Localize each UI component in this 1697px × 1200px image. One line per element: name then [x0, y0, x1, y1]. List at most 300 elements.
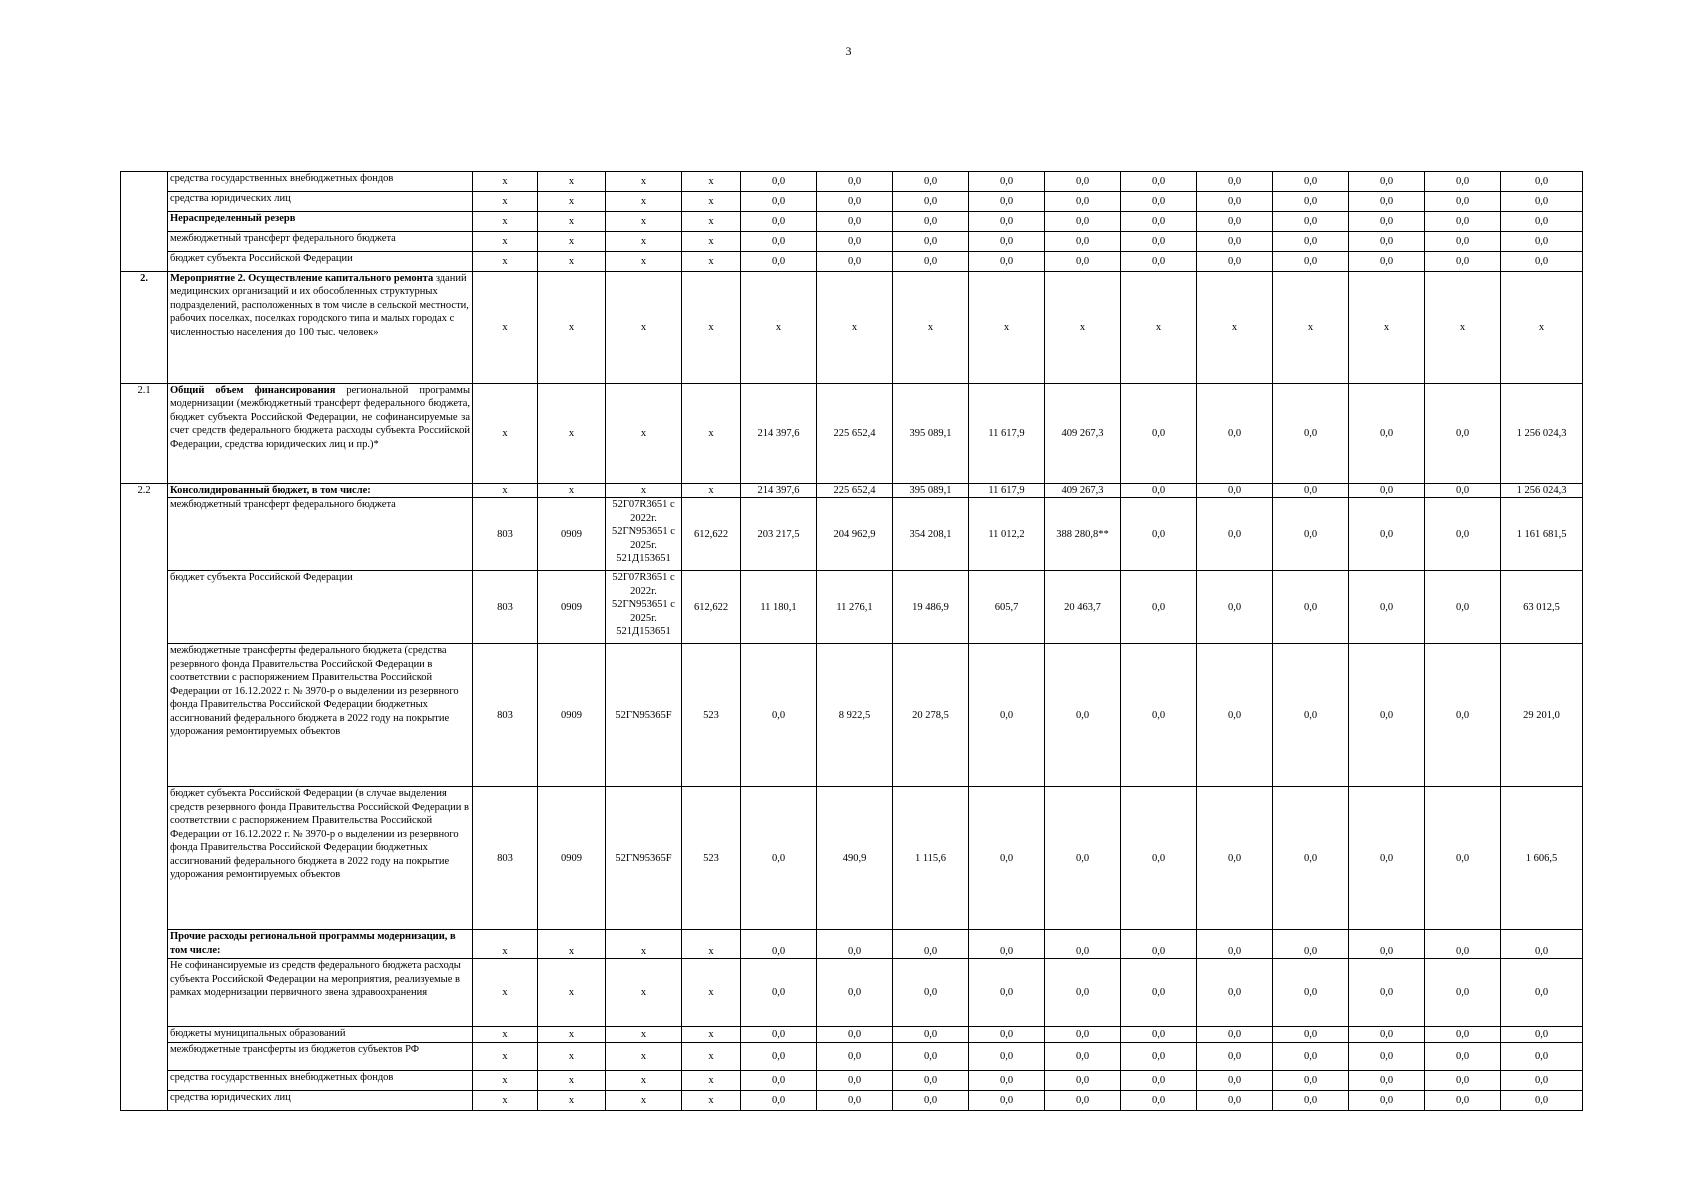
year-value-cell: 0,0 [1349, 384, 1425, 484]
year-value-cell: 0,0 [1045, 232, 1121, 252]
row-number-cell: 2.2 [121, 484, 168, 1111]
row-name-text: межбюджетные трансферты федерального бюджета (средства резервного фонда Правительства Российской Федерации в соответствии с распоряжением Правительства Российской Федерации от 16.12.2022 г. № 3970-р о выделении из резервного фонда Правительства Российской Федерации бюджетных ассигнований федерального бюджета в 2022 году на покрытие удорожания ремонтируемых объектов [170, 645, 459, 738]
budget-code-cell: х [473, 1091, 538, 1111]
total-value-cell: 0,0 [1501, 232, 1583, 252]
year-value-cell: 0,0 [741, 1043, 817, 1071]
budget-code-cell: х [606, 272, 682, 384]
year-value-cell: 204 962,9 [817, 498, 893, 571]
year-value-cell: 0,0 [1121, 787, 1197, 930]
year-value-cell: 605,7 [969, 571, 1045, 644]
year-value-cell: 0,0 [1425, 172, 1501, 192]
year-value-cell: 0,0 [741, 930, 817, 959]
budget-code-cell: х [473, 959, 538, 1027]
year-value-cell: 0,0 [1121, 644, 1197, 787]
budget-code-cell: х [682, 1043, 741, 1071]
budget-code-cell: х [606, 232, 682, 252]
year-value-cell: 0,0 [893, 1071, 969, 1091]
row-name-text: межбюджетный трансферт федерального бюджета [170, 499, 396, 511]
year-value-cell: х [969, 272, 1045, 384]
budget-code-cell: х [538, 212, 606, 232]
year-value-cell: 0,0 [1197, 1027, 1273, 1043]
year-value-cell: 0,0 [741, 1071, 817, 1091]
row-name-cell [168, 232, 473, 252]
year-value-cell: 225 652,4 [817, 484, 893, 498]
year-value-cell: 0,0 [1349, 1043, 1425, 1071]
row-name-cell [168, 787, 473, 930]
year-value-cell: 0,0 [1349, 212, 1425, 232]
year-value-cell: 0,0 [1121, 1091, 1197, 1111]
table-row [121, 1071, 1583, 1091]
row-name-cell [168, 571, 473, 644]
year-value-cell: 0,0 [1121, 252, 1197, 272]
row-name-text: Нераспределенный резерв [170, 213, 296, 224]
budget-code-cell: х [606, 1091, 682, 1111]
budget-code-cell: 612,622 [682, 571, 741, 644]
year-value-cell: 0,0 [1121, 498, 1197, 571]
year-value-cell: 0,0 [1273, 498, 1349, 571]
budget-code-cell: х [682, 1027, 741, 1043]
year-value-cell: 0,0 [1121, 212, 1197, 232]
budget-code-cell: 803 [473, 571, 538, 644]
budget-code-cell: х [473, 930, 538, 959]
year-value-cell: 0,0 [817, 252, 893, 272]
year-value-cell: 388 280,8** [1045, 498, 1121, 571]
budget-code-cell: х [473, 484, 538, 498]
total-value-cell: 0,0 [1501, 1071, 1583, 1091]
year-value-cell: 0,0 [1273, 172, 1349, 192]
budget-code-cell: х [682, 212, 741, 232]
year-value-cell: 0,0 [741, 1091, 817, 1111]
year-value-cell: 0,0 [1045, 644, 1121, 787]
year-value-cell: 0,0 [1197, 644, 1273, 787]
year-value-cell: 0,0 [893, 1091, 969, 1111]
budget-code-cell: 523 [682, 787, 741, 930]
budget-code-cell: х [538, 930, 606, 959]
year-value-cell: 0,0 [1197, 252, 1273, 272]
year-value-cell: 0,0 [741, 192, 817, 212]
page-number: 3 [845, 44, 852, 58]
year-value-cell: 0,0 [1197, 192, 1273, 212]
budget-code-cell: х [606, 930, 682, 959]
year-value-cell: 0,0 [1273, 192, 1349, 212]
year-value-cell: 19 486,9 [893, 571, 969, 644]
year-value-cell: 0,0 [1045, 1027, 1121, 1043]
year-value-cell: 0,0 [741, 644, 817, 787]
year-value-cell: 0,0 [893, 930, 969, 959]
total-value-cell: 1 256 024,3 [1501, 484, 1583, 498]
year-value-cell: 0,0 [1425, 498, 1501, 571]
total-value-cell: 0,0 [1501, 192, 1583, 212]
year-value-cell: 0,0 [893, 1027, 969, 1043]
year-value-cell: 0,0 [1273, 959, 1349, 1027]
budget-code-cell: х [606, 192, 682, 212]
year-value-cell: 0,0 [893, 252, 969, 272]
budget-code-cell: 612,622 [682, 498, 741, 571]
table-row [121, 644, 1583, 787]
year-value-cell: 0,0 [1273, 787, 1349, 930]
year-value-cell: 0,0 [1121, 571, 1197, 644]
budget-code-cell: х [606, 484, 682, 498]
year-value-cell: 0,0 [1425, 1043, 1501, 1071]
total-value-cell: 0,0 [1501, 1043, 1583, 1071]
year-value-cell: 0,0 [1349, 644, 1425, 787]
year-value-cell: 0,0 [817, 930, 893, 959]
table-row [121, 930, 1583, 959]
budget-code-cell: х [538, 252, 606, 272]
year-value-cell: 11 012,2 [969, 498, 1045, 571]
year-value-cell: 0,0 [1045, 930, 1121, 959]
year-value-cell: 0,0 [1425, 1027, 1501, 1043]
row-name-cell [168, 212, 473, 232]
year-value-cell: 0,0 [1045, 212, 1121, 232]
budget-code-cell: х [606, 1027, 682, 1043]
total-value-cell: 0,0 [1501, 1091, 1583, 1111]
year-value-cell: 0,0 [1197, 787, 1273, 930]
year-value-cell: 0,0 [969, 959, 1045, 1027]
year-value-cell: 0,0 [1425, 232, 1501, 252]
year-value-cell: 0,0 [969, 1043, 1045, 1071]
row-name-text: бюджет субъекта Российской Федерации (в случае выделения средств резервного фонда Правительства Российской Федерации в соответствии с распоряжением Правительства Российской Федерации от 16.12.2022 г. № 3970-р о выделении из резервного фонда Правительства Российской Федерации бюджетных ассигнований федерального бюджета в 2022 году на покрытие удорожания ремонтируемых объектов [170, 788, 469, 881]
year-value-cell: 0,0 [1197, 571, 1273, 644]
year-value-cell: 0,0 [1197, 172, 1273, 192]
year-value-cell: 0,0 [741, 232, 817, 252]
row-name-text: Консолидированный бюджет, в том числе: [170, 485, 371, 496]
financing-table [120, 171, 1583, 1111]
year-value-cell: 0,0 [741, 172, 817, 192]
year-value-cell: 0,0 [1045, 1091, 1121, 1111]
year-value-cell: 0,0 [1425, 252, 1501, 272]
total-value-cell: 0,0 [1501, 930, 1583, 959]
year-value-cell: 0,0 [1197, 498, 1273, 571]
year-value-cell: 0,0 [1425, 212, 1501, 232]
year-value-cell: 354 208,1 [893, 498, 969, 571]
row-name-cell [168, 1043, 473, 1071]
row-name-cell [168, 384, 473, 484]
year-value-cell: 0,0 [1273, 571, 1349, 644]
year-value-cell: х [1121, 272, 1197, 384]
table-row [121, 787, 1583, 930]
year-value-cell: 0,0 [1121, 484, 1197, 498]
year-value-cell: 0,0 [1045, 252, 1121, 272]
year-value-cell: 0,0 [741, 1027, 817, 1043]
year-value-cell: 0,0 [1045, 787, 1121, 930]
budget-code-cell: х [473, 384, 538, 484]
year-value-cell: 8 922,5 [817, 644, 893, 787]
row-name-text: региональной программы модернизации (межбюджетный трансферт федерального бюджета, бюджет субъекта Российской Федерации, не софинансируемые за счет средств федерального бюджета расходы субъекта Российской Федерации, средства юридических лиц и пр.)* [170, 385, 470, 450]
row-name-text: средства государственных внебюджетных фондов [170, 1072, 394, 1084]
budget-code-cell: х [538, 1027, 606, 1043]
year-value-cell: 20 463,7 [1045, 571, 1121, 644]
year-value-cell: 0,0 [1425, 959, 1501, 1027]
year-value-cell: 0,0 [1273, 252, 1349, 272]
year-value-cell: 0,0 [1349, 787, 1425, 930]
year-value-cell: 0,0 [1197, 959, 1273, 1027]
year-value-cell: 0,0 [969, 644, 1045, 787]
total-value-cell: 0,0 [1501, 959, 1583, 1027]
row-name-text: бюджеты муниципальных образований [170, 1028, 346, 1040]
year-value-cell: х [1273, 272, 1349, 384]
table-row [121, 959, 1583, 1027]
year-value-cell: 0,0 [1425, 1091, 1501, 1111]
budget-code-cell: х [538, 1043, 606, 1071]
year-value-cell: 0,0 [1197, 384, 1273, 484]
budget-code-cell: х [682, 484, 741, 498]
budget-code-cell: 0909 [538, 787, 606, 930]
year-value-cell: 0,0 [817, 959, 893, 1027]
row-name-text: зданий медицинских организаций и их обособленных структурных подразделений, расположенных в том числе в сельской местности, рабочих поселках, поселках городского типа и малых городах с численностью населения до 100 тыс. человек» [170, 273, 469, 338]
budget-code-cell: х [473, 272, 538, 384]
year-value-cell: 0,0 [1273, 1043, 1349, 1071]
year-value-cell: 0,0 [1273, 930, 1349, 959]
row-name-text: средства государственных внебюджетных фондов [170, 173, 394, 184]
budget-code-cell: х [538, 1091, 606, 1111]
budget-code-cell: х [606, 384, 682, 484]
year-value-cell: 0,0 [817, 192, 893, 212]
budget-code-cell: х [473, 172, 538, 192]
budget-code-cell: 803 [473, 498, 538, 571]
row-name-cell [168, 252, 473, 272]
year-value-cell: 0,0 [1273, 384, 1349, 484]
budget-code-cell: х [538, 484, 606, 498]
year-value-cell: 0,0 [817, 1043, 893, 1071]
year-value-cell: 0,0 [1121, 959, 1197, 1027]
year-value-cell: 409 267,3 [1045, 484, 1121, 498]
year-value-cell: 0,0 [1121, 232, 1197, 252]
year-value-cell: 0,0 [1273, 1091, 1349, 1111]
year-value-cell: 0,0 [817, 1091, 893, 1111]
year-value-cell: 0,0 [1349, 1091, 1425, 1111]
year-value-cell: 11 617,9 [969, 484, 1045, 498]
row-name-text: бюджет субъекта Российской Федерации [170, 253, 353, 264]
row-name-cell [168, 1027, 473, 1043]
budget-code-cell: х [473, 1043, 538, 1071]
table-row [121, 212, 1583, 232]
budget-code-cell: х [538, 192, 606, 212]
year-value-cell: 0,0 [1197, 484, 1273, 498]
year-value-cell: 490,9 [817, 787, 893, 930]
year-value-cell: 0,0 [1273, 1071, 1349, 1091]
year-value-cell: х [817, 272, 893, 384]
budget-code-cell: х [682, 384, 741, 484]
year-value-cell: 0,0 [1045, 1043, 1121, 1071]
total-value-cell: 0,0 [1501, 212, 1583, 232]
table-row [121, 172, 1583, 192]
table-row [121, 384, 1583, 484]
budget-code-cell: х [606, 1071, 682, 1091]
year-value-cell: 0,0 [1045, 192, 1121, 212]
year-value-cell: 0,0 [1349, 1071, 1425, 1091]
table-row [121, 1027, 1583, 1043]
year-value-cell: 0,0 [1349, 959, 1425, 1027]
year-value-cell: 0,0 [1121, 384, 1197, 484]
budget-code-cell: х [473, 192, 538, 212]
year-value-cell: 0,0 [893, 192, 969, 212]
year-value-cell: х [1349, 272, 1425, 384]
year-value-cell: 0,0 [1197, 930, 1273, 959]
year-value-cell: 1 115,6 [893, 787, 969, 930]
year-value-cell: 0,0 [1425, 192, 1501, 212]
budget-code-cell: х [682, 1071, 741, 1091]
year-value-cell: 0,0 [817, 212, 893, 232]
table-row [121, 232, 1583, 252]
year-value-cell: 0,0 [969, 232, 1045, 252]
budget-code-cell: 523 [682, 644, 741, 787]
year-value-cell: 20 278,5 [893, 644, 969, 787]
year-value-cell: 0,0 [893, 959, 969, 1027]
year-value-cell: 0,0 [1425, 384, 1501, 484]
year-value-cell: 0,0 [1349, 1027, 1425, 1043]
year-value-cell: 0,0 [1273, 1027, 1349, 1043]
year-value-cell: 214 397,6 [741, 484, 817, 498]
row-name-cell [168, 644, 473, 787]
year-value-cell: х [1425, 272, 1501, 384]
year-value-cell: 0,0 [1425, 930, 1501, 959]
year-value-cell: 0,0 [969, 172, 1045, 192]
budget-code-cell: х [606, 252, 682, 272]
row-number-cell: 2. [121, 272, 168, 384]
total-value-cell: х [1501, 272, 1583, 384]
budget-code-cell: х [606, 172, 682, 192]
budget-code-cell: х [682, 192, 741, 212]
year-value-cell: 0,0 [1197, 212, 1273, 232]
row-number-cell [121, 172, 168, 272]
total-value-cell: 1 161 681,5 [1501, 498, 1583, 571]
year-value-cell: х [1197, 272, 1273, 384]
budget-code-cell: х [538, 959, 606, 1027]
year-value-cell: 0,0 [969, 252, 1045, 272]
year-value-cell: 0,0 [1121, 1043, 1197, 1071]
year-value-cell: 0,0 [969, 787, 1045, 930]
table-row [121, 484, 1583, 498]
budget-code-cell: х [473, 1027, 538, 1043]
year-value-cell: 0,0 [1349, 252, 1425, 272]
year-value-cell: 0,0 [1121, 172, 1197, 192]
budget-code-cell: 52Г07R3651 с 2022г. 52ГN953651 с 2025г. 521Д153651 [606, 571, 682, 644]
row-name-bold: Мероприятие 2. Осуществление капитального ремонта [170, 273, 434, 284]
year-value-cell: х [893, 272, 969, 384]
year-value-cell: 395 089,1 [893, 384, 969, 484]
row-name-text: средства юридических лиц [170, 193, 291, 204]
budget-code-cell: х [473, 232, 538, 252]
budget-code-cell: х [473, 252, 538, 272]
table-row [121, 192, 1583, 212]
row-name-cell [168, 484, 473, 498]
year-value-cell: 11 180,1 [741, 571, 817, 644]
year-value-cell: 203 217,5 [741, 498, 817, 571]
budget-code-cell: 0909 [538, 498, 606, 571]
table-row [121, 1091, 1583, 1111]
year-value-cell: 0,0 [741, 959, 817, 1027]
row-name-cell [168, 272, 473, 384]
budget-code-cell: х [682, 252, 741, 272]
table-row [121, 1043, 1583, 1071]
year-value-cell: 0,0 [969, 212, 1045, 232]
budget-code-cell: х [606, 1043, 682, 1071]
year-value-cell: 0,0 [1121, 1071, 1197, 1091]
year-value-cell: 0,0 [1349, 498, 1425, 571]
year-value-cell: 0,0 [969, 1027, 1045, 1043]
year-value-cell: 0,0 [893, 172, 969, 192]
year-value-cell: 0,0 [969, 1071, 1045, 1091]
year-value-cell: 0,0 [817, 1071, 893, 1091]
year-value-cell: 409 267,3 [1045, 384, 1121, 484]
year-value-cell: 0,0 [1273, 484, 1349, 498]
year-value-cell: 0,0 [1273, 232, 1349, 252]
row-name-text: межбюджетные трансферты из бюджетов субъектов РФ [170, 1044, 420, 1056]
year-value-cell: 0,0 [1425, 644, 1501, 787]
year-value-cell: 0,0 [1197, 232, 1273, 252]
budget-code-cell: х [473, 212, 538, 232]
budget-code-cell: 803 [473, 644, 538, 787]
year-value-cell: 0,0 [741, 252, 817, 272]
table-row [121, 571, 1583, 644]
year-value-cell: 0,0 [893, 232, 969, 252]
row-name-text: средства юридических лиц [170, 1092, 291, 1104]
budget-code-cell: х [682, 959, 741, 1027]
budget-code-cell: 52ГN95365F [606, 787, 682, 930]
row-name-bold: Общий объем финансирования [170, 385, 336, 396]
row-name-cell [168, 1071, 473, 1091]
budget-code-cell: х [682, 930, 741, 959]
row-name-cell [168, 930, 473, 959]
year-value-cell: 0,0 [1121, 1027, 1197, 1043]
year-value-cell: 0,0 [1349, 232, 1425, 252]
row-name-text: межбюджетный трансферт федерального бюджета [170, 233, 396, 244]
year-value-cell: 0,0 [1349, 172, 1425, 192]
row-name-cell [168, 172, 473, 192]
year-value-cell: 225 652,4 [817, 384, 893, 484]
year-value-cell: 0,0 [741, 787, 817, 930]
budget-code-cell: х [606, 212, 682, 232]
budget-code-cell: 0909 [538, 571, 606, 644]
table-row [121, 252, 1583, 272]
year-value-cell: 0,0 [1349, 192, 1425, 212]
budget-code-cell: х [682, 172, 741, 192]
year-value-cell: 0,0 [1121, 930, 1197, 959]
year-value-cell: 0,0 [969, 930, 1045, 959]
budget-code-cell: 52ГN95365F [606, 644, 682, 787]
year-value-cell: х [741, 272, 817, 384]
row-name-cell [168, 959, 473, 1027]
year-value-cell: 395 089,1 [893, 484, 969, 498]
year-value-cell: 0,0 [1197, 1071, 1273, 1091]
year-value-cell: 0,0 [1121, 192, 1197, 212]
year-value-cell: 0,0 [1349, 484, 1425, 498]
row-name-text: Не софинансируемые из средств федерального бюджета расходы субъекта Российской Федерации на мероприятия, реализуемые в рамках модернизации первичного звена здравоохранения [170, 960, 461, 999]
year-value-cell: 214 397,6 [741, 384, 817, 484]
year-value-cell: 0,0 [969, 1091, 1045, 1111]
total-value-cell: 29 201,0 [1501, 644, 1583, 787]
budget-code-cell: х [538, 384, 606, 484]
budget-code-cell: 0909 [538, 644, 606, 787]
year-value-cell: 0,0 [741, 212, 817, 232]
budget-code-cell: х [473, 1071, 538, 1091]
table-row [121, 498, 1583, 571]
total-value-cell: 1 256 024,3 [1501, 384, 1583, 484]
row-name-cell [168, 192, 473, 212]
row-number-cell: 2.1 [121, 384, 168, 484]
budget-code-cell: х [538, 1071, 606, 1091]
year-value-cell: 0,0 [1425, 484, 1501, 498]
budget-code-cell: х [538, 232, 606, 252]
year-value-cell: 0,0 [1349, 930, 1425, 959]
year-value-cell: 0,0 [1197, 1043, 1273, 1071]
year-value-cell: 0,0 [1425, 1071, 1501, 1091]
budget-code-cell: 52Г07R3651 с 2022г. 52ГN953651 с 2025г. 521Д153651 [606, 498, 682, 571]
year-value-cell: 0,0 [893, 1043, 969, 1071]
table-row [121, 272, 1583, 384]
budget-code-cell: х [538, 272, 606, 384]
